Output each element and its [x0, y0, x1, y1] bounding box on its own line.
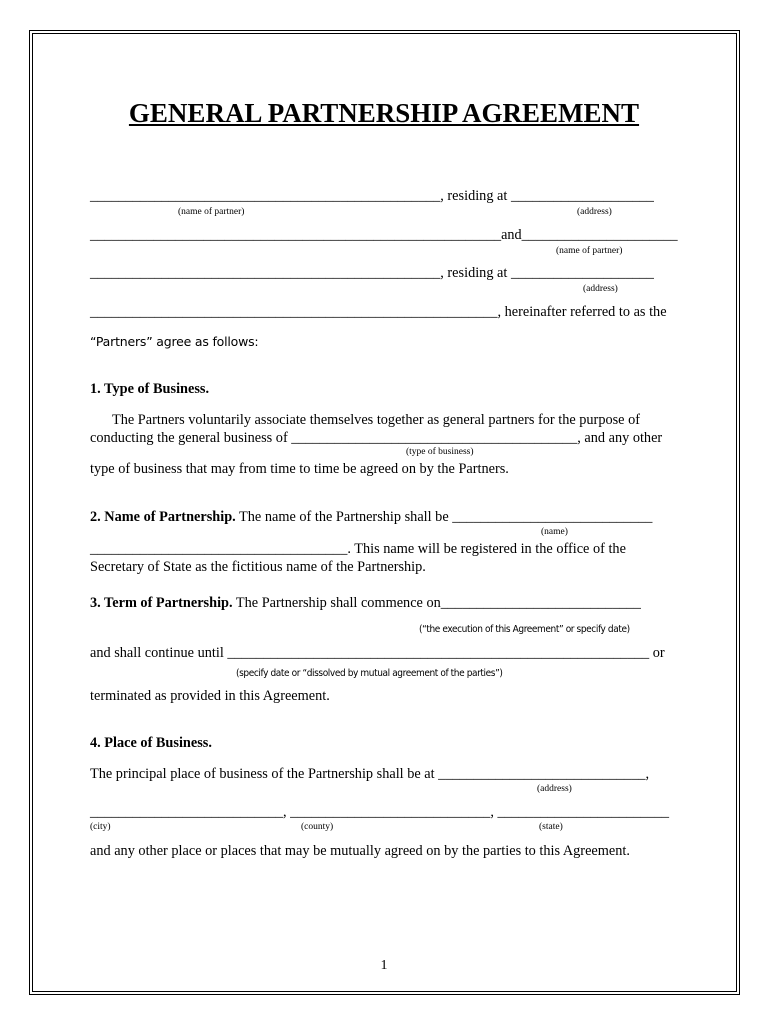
partner-2-name-caption: (name of partner): [556, 246, 623, 256]
partner-2-address-caption: (address): [583, 284, 618, 294]
hereinafter-line: _________________________________________________________, hereinafter referred to as the: [90, 304, 667, 320]
continue-until-caption: (specify date or “dissolved by mutual agreement of the parties”): [236, 668, 503, 679]
name-caption: (name): [541, 527, 568, 537]
section-4-line-1: The principal place of business of the Partnership shall be at _____________________________,: [90, 766, 650, 782]
section-2-line-2: ____________________________________. This name will be registered in the office of the: [90, 541, 626, 557]
section-2-line-1: [90, 510, 652, 524]
city-caption: (city): [90, 822, 111, 832]
section-4-line-3: and any other place or places that may be mutually agreed on by the parties to this Agreement.: [90, 843, 630, 859]
section-1-heading: 1. Type of Business.: [90, 381, 210, 397]
section-2-line-1-text: The name of the Partnership shall be ____________________________: [235, 509, 653, 525]
county-caption: (county): [301, 822, 334, 832]
section-2-heading: 2. Name of Partnership.: [90, 509, 236, 525]
place-address-caption: (address): [537, 784, 572, 794]
section-1-line-1: The Partners voluntarily associate themselves together as general partners for the purpose of: [112, 412, 641, 428]
partners-agree-line: “Partners” agree as follows:: [90, 334, 259, 349]
section-3-line-3: terminated as provided in this Agreement.: [90, 688, 330, 704]
partner-1-line: _________________________________________________, residing at ____________________: [90, 188, 654, 204]
section-1-line-2: conducting the general business of ________________________________________, and any other: [90, 430, 663, 446]
section-3-line-2: and shall continue until ___________________________________________________________ or: [90, 645, 665, 661]
partner-2-residence-line: _________________________________________________, residing at ____________________: [90, 265, 654, 281]
section-4-heading: 4. Place of Business.: [90, 735, 212, 751]
section-3-heading: 3. Term of Partnership.: [90, 595, 233, 611]
type-of-business-caption: (type of business): [406, 447, 474, 457]
state-caption: (state): [539, 822, 563, 832]
partner-1-address-caption: (address): [577, 207, 612, 217]
section-4-line-2: ___________________________, ____________________________, ________________________: [90, 804, 670, 820]
section-1-line-3: type of business that may from time to time be agreed on by the Partners.: [90, 461, 509, 477]
partner-2-line: __________________________________________________________and______________________: [90, 227, 678, 243]
commence-date-caption: (“the execution of this Agreement” or specify date): [419, 624, 630, 635]
document-title: GENERAL PARTNERSHIP AGREEMENT: [128, 98, 640, 128]
section-3-line-1-text: The Partnership shall commence on____________________________: [232, 595, 641, 611]
section-3-line-1: [90, 596, 641, 610]
page-number: 1: [380, 958, 388, 973]
section-2-line-3: Secretary of State as the fictitious name of the Partnership.: [90, 559, 426, 575]
partner-1-name-caption: (name of partner): [178, 207, 245, 217]
